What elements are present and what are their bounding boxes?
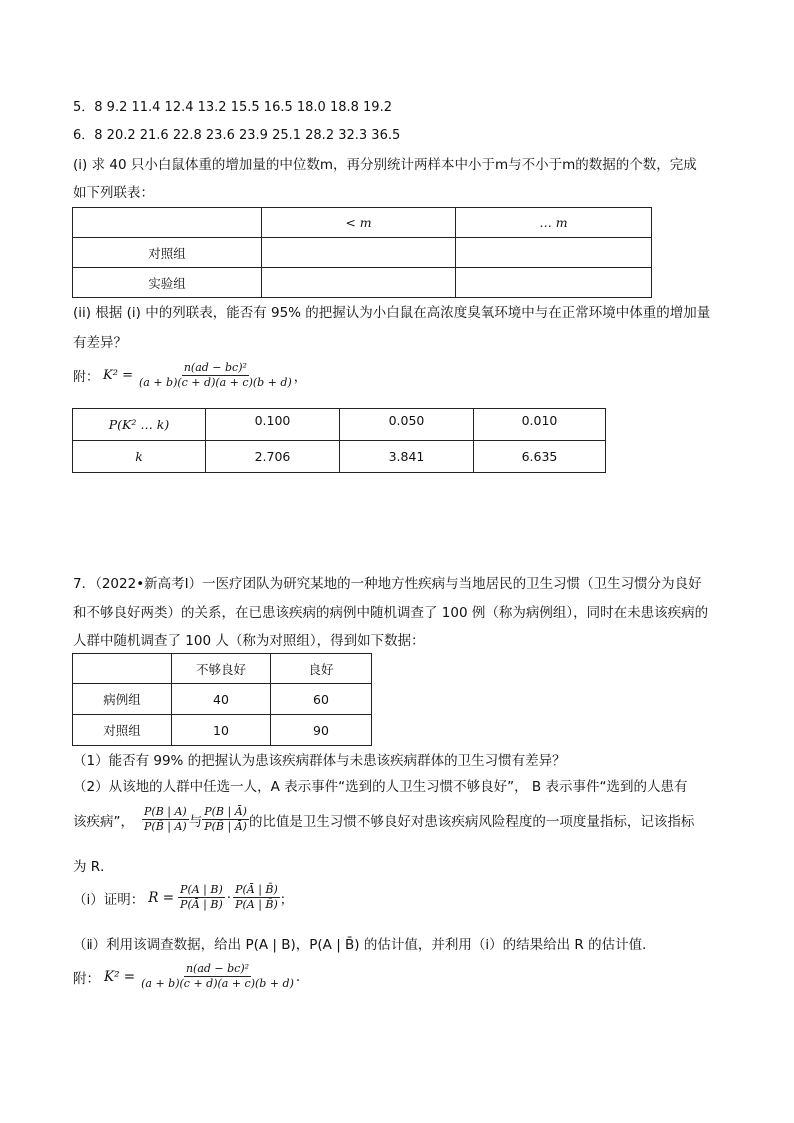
- formula-k-squared-2: [73, 962, 300, 991]
- critical-value-table-1: [72, 408, 606, 473]
- formula-k-squared-1: [73, 361, 307, 390]
- table2-cell: 3.841: [340, 441, 474, 473]
- question-i-line1: (i) 求 40 只小白鼠体重的增加量的中位数m，再分别统计两样本中小于m与不小于m的数据的个数，完成: [73, 157, 697, 173]
- formula2-denominator: (a + b)(c + d)(a + c)(b + d): [141, 977, 294, 990]
- q7-ratio1-numerator: P(B | A): [144, 805, 187, 818]
- q7-part-i-f1-numerator: P(A | B): [180, 883, 223, 896]
- table2-cell: 0.010: [474, 409, 606, 441]
- table2-cell: 6.635: [474, 441, 606, 473]
- q7-ratio2-denominator: P(B̄ | Ā): [204, 820, 247, 833]
- table3-header-blank: [73, 654, 172, 684]
- data-line-6: 6．8 20.2 21.6 22.8 23.6 23.9 25.1 28.2 32.3 36.5: [73, 128, 401, 143]
- formula2-lhs: K² =: [104, 968, 136, 985]
- table1-row-label: 对照组: [73, 238, 262, 268]
- table1-header-blank: [73, 208, 262, 238]
- table2-cell: 0.050: [340, 409, 474, 441]
- formula2-fraction: [139, 962, 296, 991]
- q7-part-i-lhs: R =: [148, 889, 175, 906]
- table1-header-less: < m: [262, 208, 456, 238]
- q7-ratio-fraction-2: [202, 805, 249, 834]
- q7-part2-line3: 为 R．: [73, 859, 114, 875]
- table3-header-good: 良好: [271, 654, 372, 684]
- table1-cell: [456, 238, 652, 268]
- q7-part-i-f1-denominator: P(Ā | B): [180, 898, 223, 911]
- question-ii-line2: 有差异？: [73, 335, 127, 351]
- formula1-tail: ，: [293, 370, 307, 385]
- q7-ratio1-denominator: P(B̄ | A): [144, 820, 187, 833]
- q7-line3: 人群中随机调查了 100 人（称为对照组），得到如下数据：: [73, 633, 425, 649]
- contingency-table-empty: [72, 207, 652, 298]
- table3-row-label: 对照组: [73, 715, 172, 746]
- formula2-tail: .: [295, 968, 301, 985]
- formula2-label: 附：: [73, 970, 100, 987]
- table1-cell: [262, 238, 456, 268]
- table1-cell: [456, 268, 652, 298]
- formula2-numerator: n(ad − bc)²: [185, 962, 250, 975]
- q7-part2-line1: （2）从该地的人群中任选一人，A 表示事件“选到的人卫生习惯不够良好”， B 表示事件“选到的人患有: [73, 779, 688, 795]
- table3-row-label: 病例组: [73, 684, 172, 715]
- table2-cell: P(K² … k): [73, 409, 206, 441]
- table3-cell: 90: [271, 715, 372, 746]
- q7-part-i-dot: ·: [226, 889, 232, 906]
- formula1-fraction: [137, 361, 294, 390]
- q7-line2: 和不够良好两类）的关系，在已患该疾病的病例中随机调查了 100 例（称为病例组），同时在未患该疾病的: [73, 605, 709, 621]
- formula1-label: 附：: [73, 370, 100, 385]
- table3-cell: 10: [172, 715, 271, 746]
- table2-cell: k: [73, 441, 206, 473]
- formula1-denominator: (a + b)(c + d)(a + c)(b + d): [138, 376, 292, 389]
- q7-part2-prefix: 该疾病”，: [73, 813, 134, 830]
- q7-part-i-fraction-2: [233, 883, 280, 912]
- formula1-lhs: K² =: [103, 368, 133, 383]
- q7-part2-mid: 与: [188, 813, 203, 830]
- q7-ratio-fraction-1: [142, 805, 189, 834]
- habit-data-table: [72, 653, 372, 746]
- q7-part-i-fraction-1: [178, 883, 225, 912]
- q7-part2-line2: [73, 805, 694, 834]
- table3-header-poor: 不够良好: [172, 654, 271, 684]
- table3-cell: 40: [172, 684, 271, 715]
- q7-part-i-f2-numerator: P(Ā | B̄): [235, 883, 278, 896]
- question-ii-line1: (ii) 根据 (i) 中的列联表，能否有 95% 的把握认为小白鼠在高浓度臭氧环境中与在正常环境中体重的增加量: [73, 305, 711, 321]
- q7-part2-suffix: 的比值是卫生习惯不够良好对患该疾病风险程度的一项度量指标，记该指标: [248, 813, 695, 830]
- table1-cell: [262, 268, 456, 298]
- q7-part-i: [73, 883, 293, 912]
- data-line-5: 5．8 9.2 11.4 12.4 13.2 15.5 16.5 18.0 18.8 19.2: [73, 100, 392, 115]
- q7-part-i-label: （ⅰ）证明：: [73, 891, 145, 908]
- question-i-line2: 如下列联表：: [73, 185, 154, 201]
- table3-cell: 60: [271, 684, 372, 715]
- q7-part-i-f2-denominator: P(A | B̄): [235, 898, 278, 911]
- q7-part-ii: （ⅱ）利用该调查数据，给出 P(A | B)，P(A | B̄) 的估计值，并利用（ⅰ）的结果给出 R 的估计值．: [73, 937, 656, 953]
- q7-ratio2-numerator: P(B | Ā): [204, 805, 247, 818]
- table1-header-notless: … m: [456, 208, 652, 238]
- q7-part-i-tail: ；: [279, 891, 294, 908]
- q7-part1: （1）能否有 99% 的把握认为患该疾病群体与未患该疾病群体的卫生习惯有差异？: [73, 753, 566, 769]
- formula1-numerator: n(ad − bc)²: [183, 361, 247, 374]
- table2-cell: 0.100: [206, 409, 340, 441]
- table2-cell: 2.706: [206, 441, 340, 473]
- q7-line1: 7．（2022•新高考Ⅰ）一医疗团队为研究某地的一种地方性疾病与当地居民的卫生习惯（卫生习惯分为良好: [73, 576, 702, 592]
- table1-row-label: 实验组: [73, 268, 262, 298]
